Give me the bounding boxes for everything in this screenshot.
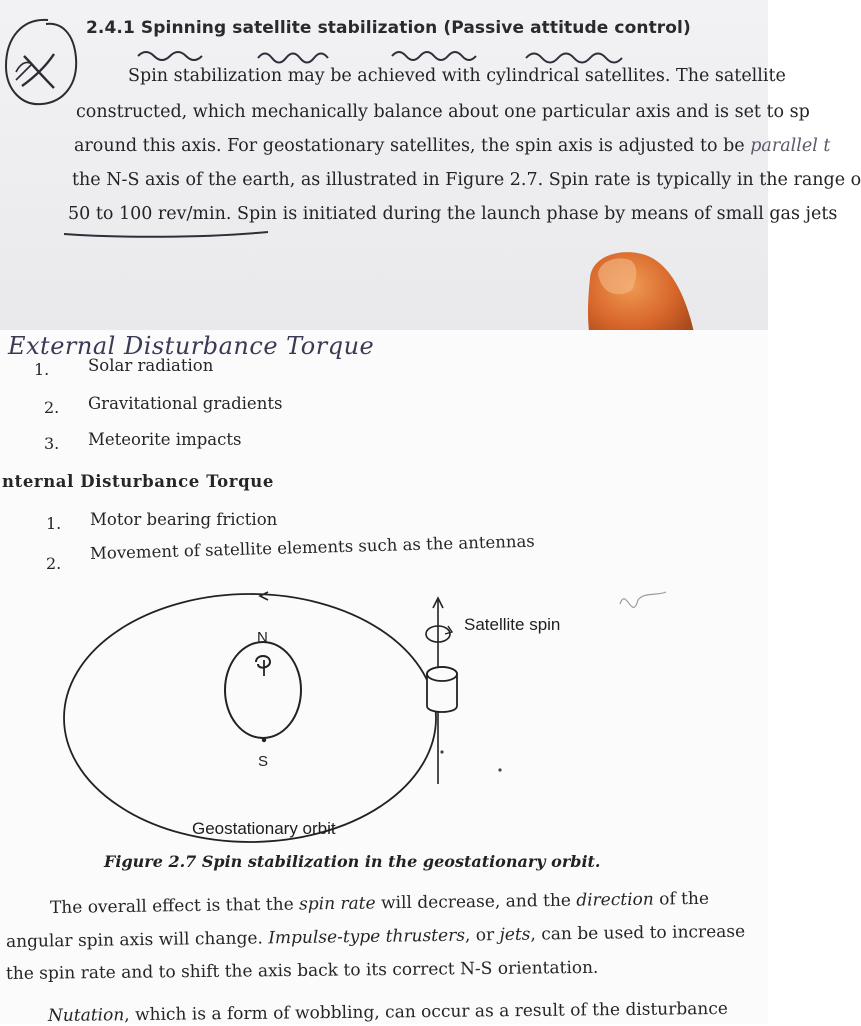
paragraph-line-1 — [50, 889, 709, 918]
para1-it1: spin rate — [298, 893, 376, 915]
internal-item-1-text: Motor bearing friction — [90, 510, 278, 529]
para2-mid: , or — [464, 925, 500, 946]
orbit-direction-arrow-icon — [260, 592, 268, 600]
last-line-rest: , which is a form of wobbling, can occur as a result of the disturbance — [124, 998, 728, 1026]
top-line-3-text: around this axis. For geostationary satellites, the spin axis is adjusted to be — [74, 136, 745, 156]
geostationary-orbit-ellipse — [64, 594, 436, 842]
section-title: 2.4.1 Spinning satellite stabilization (Passive attitude control) — [86, 18, 691, 38]
paragraph-line-3 — [6, 958, 599, 984]
top-line-5: 50 to 100 rev/min. Spin is initiated during the launch phase by means of small gas jets — [68, 204, 838, 224]
internal-item-2-text: Movement of satellite elements such as the antennas — [89, 531, 536, 563]
para1-pre: The overall effect is that the — [49, 894, 300, 918]
circled-x-mark-icon — [2, 14, 80, 108]
external-item-2-num: 2. — [44, 398, 60, 417]
external-item-2-text: Gravitational gradients — [88, 394, 283, 413]
para1-post: of the — [653, 888, 710, 910]
nutation-word: Nutation — [47, 1005, 125, 1026]
external-disturbance-heading: External Disturbance Torque — [8, 332, 375, 360]
paragraph-line-2 — [6, 922, 745, 952]
para1-mid: will decrease, and the — [375, 890, 577, 914]
external-item-3-text: Meteorite impacts — [88, 430, 242, 449]
external-item-1-text: Solar radiation — [88, 356, 214, 375]
bottom-page — [0, 330, 768, 1024]
figure-caption: Figure 2.7 Spin stabilization in the geostationary orbit. — [104, 852, 601, 871]
para2-it2: jets — [499, 924, 531, 946]
internal-disturbance-heading: nternal Disturbance Torque — [2, 472, 274, 491]
spin-stabilization-diagram — [60, 582, 680, 842]
para3-pre: the spin rate and to shift the axis back to its correct N-S orientation. — [5, 957, 599, 984]
para1-it2: direction — [576, 889, 654, 911]
top-line-2: constructed, which mechanically balance about one particular axis and is set to sp — [76, 102, 810, 122]
satellite-spin-label: Satellite spin — [464, 615, 561, 634]
top-line-3 — [74, 136, 830, 156]
para2-it1: Impulse-type thrusters — [268, 925, 466, 949]
top-page-photo — [0, 0, 861, 330]
handwritten-underline — [62, 224, 272, 244]
paragraph-last-line — [48, 999, 728, 1026]
external-item-1-num: 1. — [34, 360, 50, 379]
internal-item-1-num: 1. — [46, 514, 62, 533]
earth-spin-arrow-icon — [256, 656, 270, 668]
top-line-4: the N-S axis of the earth, as illustrated in Figure 2.7. Spin rate is typically in the range o — [72, 170, 861, 190]
internal-item-2-num: 2. — [46, 554, 62, 573]
top-line-1: Spin stabilization may be achieved with cylindrical satellites. The satellite — [128, 66, 786, 86]
pencil-mark — [620, 592, 666, 607]
top-line-3-tail: parallel t — [750, 136, 831, 156]
geostationary-orbit-label: Geostationary orbit — [192, 819, 336, 838]
external-item-3-num: 3. — [44, 434, 60, 453]
south-label: S — [258, 753, 269, 770]
para2-pre: angular spin axis will change. — [5, 928, 269, 952]
para2-post: , can be used to increase — [530, 921, 746, 945]
north-label: N — [257, 629, 268, 646]
